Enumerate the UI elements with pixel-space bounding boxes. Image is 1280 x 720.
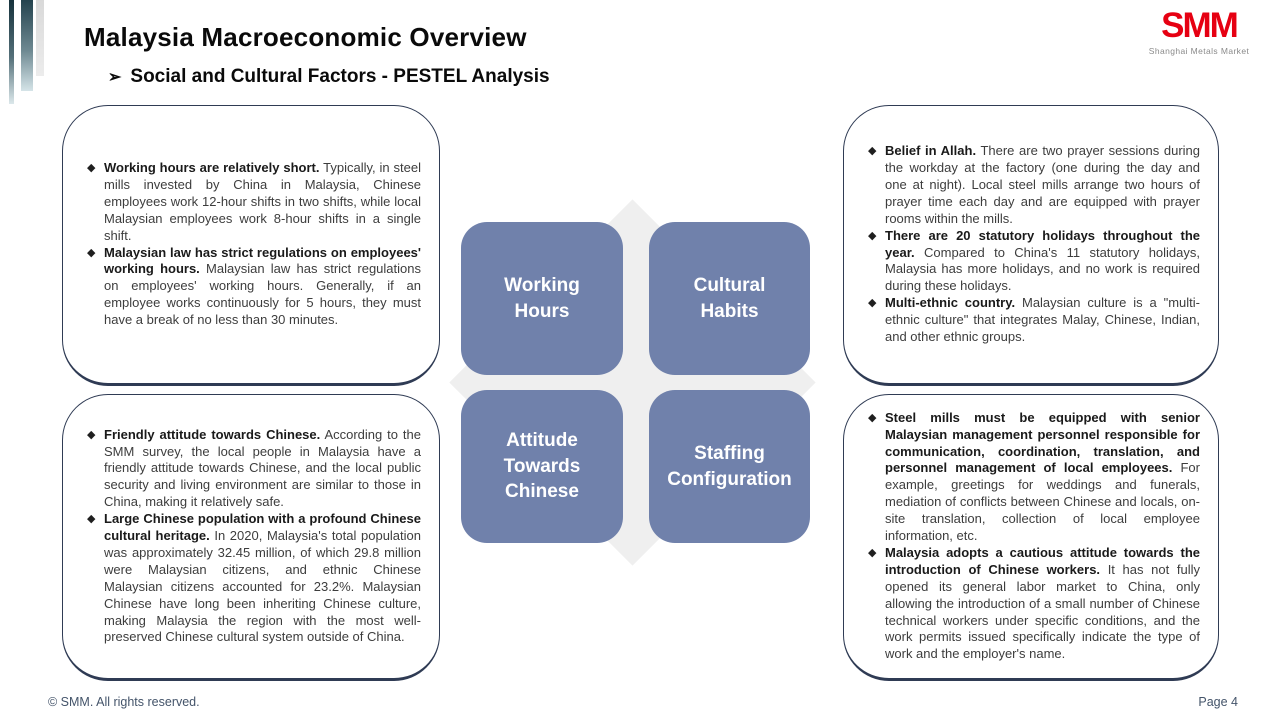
bullet-text: It has not fully opened its general labor market to China, only allowing the introduction of a small number of Chinese technical workers under specific conditions, and the work permits issued specifically indicate the type of work and the employer's name. — [885, 561, 1200, 662]
bullet-list — [87, 160, 421, 329]
bullet-lead: Working hours are relatively short. — [104, 160, 320, 176]
corner-bar-icon — [9, 0, 14, 104]
diamond-bullet-icon: ◆ — [868, 411, 877, 424]
bullet-text: In 2020, Malaysia's total population was approximately 32.45 million, of which 29.8 million were Malaysian citizens, and ethnic Chinese Malaysian citizens accounted for 23.2%. Malaysian Chinese have long been inheriting Chinese culture, making Malaysia the region with the most well-preserved Chinese cultural system outside of China. — [104, 528, 421, 645]
quadrant-label: Working Hours — [504, 274, 580, 322]
diamond-bullet-icon: ◆ — [868, 229, 877, 242]
corner-bar-icon — [36, 0, 44, 76]
bullet-text: Malaysian law has strict regulations on employees' working hours. Generally, if an employee works continuously for 5 hours, they must have a break of no less than 30 minutes. — [104, 261, 421, 328]
diamond-bullet-icon: ◆ — [868, 145, 877, 158]
textbox-working-hours — [62, 105, 440, 386]
page-title: Malaysia Macroeconomic Overview — [84, 22, 527, 52]
bullet-item — [868, 545, 1200, 663]
quadrant-working-hours — [461, 222, 623, 375]
bullet-lead: There are 20 statutory holidays throughout the year. — [885, 227, 1200, 260]
quadrant-cultural-habits — [649, 222, 810, 375]
bullet-text: Malaysian culture is a "multi-ethnic culture" that integrates Malay, Chinese, Indian, and other ethnic groups. — [885, 295, 1200, 344]
textbox-staffing-configuration — [843, 394, 1219, 681]
subtitle-text: Social and Cultural Factors - PESTEL Analysis — [130, 66, 550, 87]
bullet-lead: Malaysian law has strict regulations on employees' working hours. — [104, 244, 421, 277]
bullet-lead: Friendly attitude towards Chinese. — [104, 426, 321, 442]
diamond-bullet-icon: ◆ — [87, 513, 96, 526]
quadrant-label: Staffing Configuration — [667, 442, 792, 490]
diamond-bullet-icon: ◆ — [87, 246, 96, 259]
bullet-item — [87, 160, 421, 244]
smm-logo — [1144, 8, 1254, 56]
bullet-item — [868, 410, 1200, 545]
bullet-item — [87, 245, 421, 329]
bullet-item — [87, 427, 421, 511]
bullet-lead: Belief in Allah. — [885, 143, 977, 159]
quadrant-label: Attitude Towards Chinese — [503, 430, 581, 503]
quadrant-label: Cultural Habits — [693, 274, 766, 322]
diamond-bullet-icon: ◆ — [868, 546, 877, 559]
bullet-list — [868, 143, 1200, 346]
bullet-list — [87, 427, 421, 647]
bullet-list — [868, 410, 1200, 663]
quadrant-attitude-towards-chinese — [461, 390, 623, 543]
bullet-text: Compared to China's 11 statutory holidays, Malaysia has more holidays, and no work is required during these holidays. — [885, 244, 1200, 294]
quadrant-staffing-configuration — [649, 390, 810, 543]
arrowhead-bullet-icon: ➢ — [108, 69, 122, 86]
bullet-text: For example, greetings for weddings and funerals, mediation of conflicts between Chinese and locals, on-site translation, collection of local employee information, etc. — [885, 460, 1200, 544]
bullet-item — [868, 295, 1200, 346]
bullet-text: Typically, in steel mills invested by China in Malaysia, Chinese employees work 12-hour shifts in two shifts, while local Malaysian employees work 8-hour shifts in a single shift. — [104, 160, 422, 243]
textbox-cultural-habits — [843, 105, 1219, 386]
bullet-lead: Steel mills must be equipped with senior Malaysian management personnel responsible for communication, coordination, translation, and personnel management of local employees. — [885, 409, 1200, 476]
bullet-lead: Malaysia adopts a cautious attitude towards the introduction of Chinese workers. — [885, 544, 1200, 577]
textbox-attitude-towards-chinese — [62, 394, 440, 681]
bullet-lead: Multi-ethnic country. — [885, 295, 1016, 311]
bullet-item — [87, 511, 421, 646]
bullet-item — [868, 228, 1200, 296]
bullet-lead: Large Chinese population with a profound Chinese cultural heritage. — [104, 511, 421, 544]
bullet-text: There are two prayer sessions during the workday at the factory (one during the day and one at night). Local steel mills arrange two hours of prayer time each day and are equipped with prayer rooms within the mills. — [885, 143, 1200, 226]
bullet-text: According to the SMM survey, the local people in Malaysia have a friendly attitude towards Chinese, and the local public security and living environment are similar to those in China, making it relatively safe. — [104, 426, 421, 510]
diamond-bullet-icon: ◆ — [87, 428, 96, 441]
smm-logo-text: SMM — [1161, 6, 1237, 45]
copyright: © SMM. All rights reserved. — [48, 695, 200, 709]
diamond-bullet-icon: ◆ — [87, 162, 96, 175]
corner-bar-icon — [21, 0, 33, 91]
diamond-bullet-icon: ◆ — [868, 297, 877, 310]
smm-logo-caption: Shanghai Metals Market — [1148, 46, 1250, 56]
page-number: Page 4 — [1198, 695, 1238, 709]
subtitle — [108, 66, 550, 88]
bullet-item — [868, 143, 1200, 227]
